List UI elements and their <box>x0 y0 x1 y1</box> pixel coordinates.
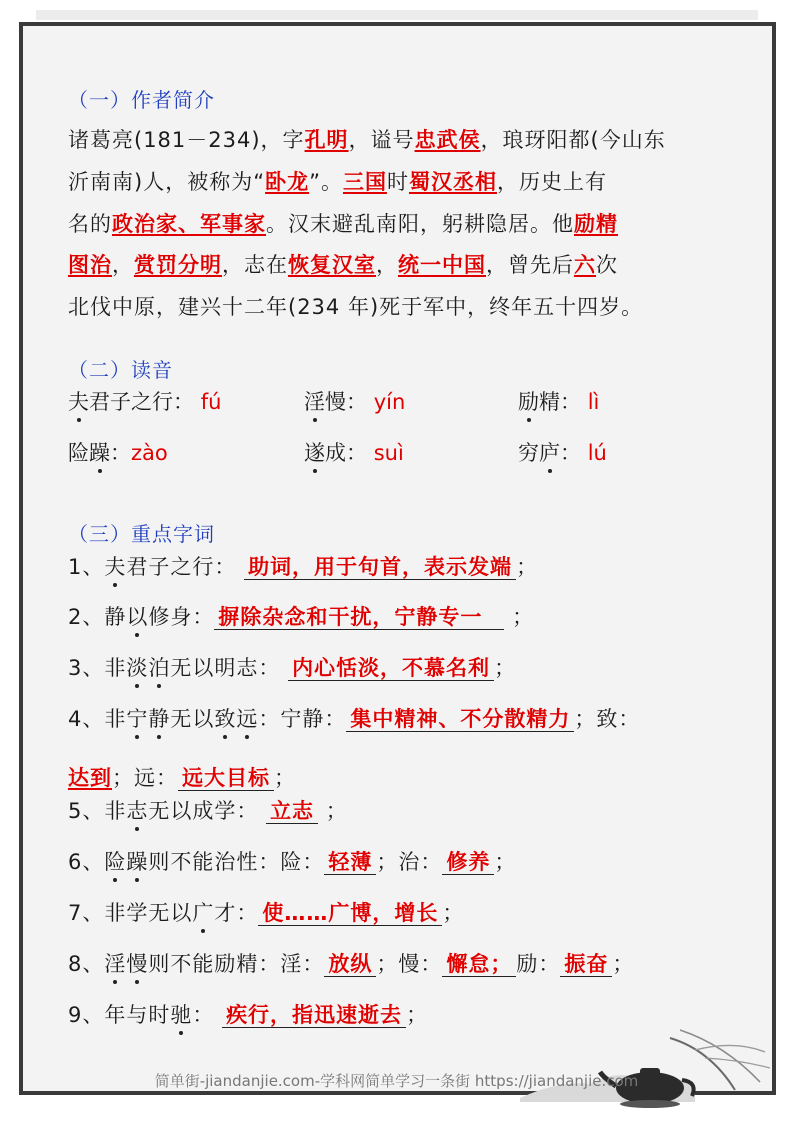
text: ： <box>560 441 581 465</box>
answer: 三国 <box>342 170 387 194</box>
text: ： <box>192 1003 215 1027</box>
section-heading-author: （一）作者简介 <box>68 88 215 112</box>
answer: 修养 <box>442 850 494 875</box>
text: ； <box>442 901 465 925</box>
answer: 卧龙 <box>265 170 310 194</box>
text: 6、 <box>68 850 105 874</box>
text: 时 <box>386 170 409 194</box>
text: ，曾先后 <box>486 253 574 277</box>
text: 2、静 <box>68 605 127 629</box>
text: 穷 <box>518 441 539 465</box>
dotted-char: 泊 <box>148 652 170 682</box>
text: 沂南南)人，被称为“ <box>68 170 266 194</box>
answer: 六 <box>574 253 596 277</box>
dotted-char: 慢 <box>126 948 148 978</box>
text: ，琅玡阳都(今山东 <box>480 128 666 152</box>
bio-line-5: 北伐中原，建兴十二年(234 年)死于军中，终年五十四岁。 <box>68 295 644 319</box>
text: 诸葛亮(181－234)，字 <box>68 128 305 152</box>
text: ”。 <box>309 170 343 194</box>
top-strip <box>36 10 758 20</box>
pron-item <box>304 437 404 467</box>
dotted-char: 夫 <box>104 551 126 581</box>
text: 才： <box>214 901 259 925</box>
answer: 摒除杂念和干扰，宁静专一 <box>214 605 504 630</box>
text: ，志在 <box>222 253 288 277</box>
pinyin: zào <box>131 441 168 465</box>
text: 8、 <box>68 952 105 976</box>
text: 无以 <box>170 707 215 731</box>
text: 9、年与时 <box>68 1003 171 1027</box>
footer-watermark: 简单街-jiandanjie.com-学科网简单学习一条街 https://jiandanjie.com <box>154 1072 639 1090</box>
text: 成： <box>325 441 367 465</box>
text: ， <box>112 253 134 277</box>
answer: 远大目标 <box>178 766 274 791</box>
keyword-item-7 <box>68 897 464 927</box>
answer: 放纵 <box>324 952 376 977</box>
pinyin: suì <box>373 441 404 465</box>
keyword-item-6 <box>68 846 516 876</box>
pinyin: yín <box>373 390 406 414</box>
text: 3、非 <box>68 656 127 680</box>
dotted-char: 励 <box>518 386 539 416</box>
bio-line-3 <box>68 208 618 238</box>
text: ； <box>274 766 296 790</box>
answer: 集中精神、不分散精力 <box>346 707 574 732</box>
keyword-item-2 <box>68 601 534 631</box>
answer: 忠武侯 <box>414 128 481 152</box>
dotted-char: 躁 <box>89 437 110 467</box>
answer: 疾行，指迅速逝去 <box>222 1003 406 1028</box>
text: ，历史上有 <box>496 170 607 194</box>
pinyin: lú <box>587 441 607 465</box>
text: 名的 <box>68 212 112 236</box>
text: 7、非学无以 <box>68 901 193 925</box>
dotted-char: 以 <box>126 601 148 631</box>
answer: 达到 <box>68 766 112 790</box>
keyword-item-5 <box>68 795 348 825</box>
text: ； <box>512 605 535 629</box>
dotted-char: 驰 <box>170 999 192 1029</box>
pron-item <box>518 386 599 416</box>
keyword-item-4 <box>68 703 640 733</box>
answer: 蜀汉丞相 <box>408 170 497 194</box>
answer: 励精 <box>574 212 618 236</box>
dotted-char: 遂 <box>304 437 325 467</box>
answer: 助词，用于句首，表示发端 <box>244 555 516 580</box>
answer: 孔明 <box>304 128 349 152</box>
text: 慢： <box>325 390 367 414</box>
answer: 轻薄 <box>324 850 376 875</box>
text: ： <box>110 441 131 465</box>
answer: 立志 <box>266 799 318 824</box>
text: 精： <box>539 390 581 414</box>
text: 则不能励精：淫： <box>148 952 325 976</box>
dotted-char: 宁 <box>126 703 148 733</box>
answer: 赏罚分明 <box>134 253 222 277</box>
dotted-char: 志 <box>126 795 148 825</box>
answer: 懈怠； <box>442 952 516 977</box>
bio-line-4 <box>68 249 618 279</box>
pron-item <box>68 437 168 467</box>
text: 无以明志： <box>170 656 281 680</box>
keyword-item-4-cont <box>68 762 296 792</box>
text: ；致： <box>574 707 641 731</box>
text: 1、 <box>68 555 105 579</box>
answer: 使……广博，增长 <box>258 901 442 926</box>
section-heading-keywords: （三）重点字词 <box>68 522 215 546</box>
text: ；治： <box>376 850 443 874</box>
dotted-char: 广 <box>192 897 214 927</box>
pinyin: lì <box>587 390 600 414</box>
answer: 图治 <box>68 253 112 277</box>
dotted-char: 庐 <box>539 437 560 467</box>
text: ；慢： <box>376 952 443 976</box>
keyword-item-1 <box>68 551 538 581</box>
answer: 政治家、军事家 <box>112 212 266 236</box>
answer: 恢复汉室 <box>288 253 376 277</box>
text: 4、非 <box>68 707 127 731</box>
dotted-char: 淡 <box>126 652 148 682</box>
text: ；远： <box>112 766 178 790</box>
keyword-item-9 <box>68 999 428 1029</box>
pron-item <box>518 437 607 467</box>
dotted-char: 淫 <box>304 386 325 416</box>
pinyin: fú <box>200 390 222 414</box>
dotted-char: 静 <box>148 703 170 733</box>
dotted-char: 远 <box>236 703 258 733</box>
text: 。汉末避乱南阳，躬耕隐居。他 <box>266 212 574 236</box>
text: 君子之行： <box>89 390 194 414</box>
dotted-char: 夫 <box>68 386 89 416</box>
teapot-ink-decoration <box>520 1020 770 1110</box>
text: 君子之行： <box>126 555 237 579</box>
keyword-item-8 <box>68 948 634 978</box>
text: ； <box>406 1003 429 1027</box>
text: ； <box>516 555 539 579</box>
pron-item <box>304 386 405 416</box>
dotted-char: 险 <box>104 846 126 876</box>
section-heading-pronunciation: （二）读音 <box>68 358 173 382</box>
text: 险 <box>68 441 89 465</box>
text: ； <box>325 799 348 823</box>
keyword-item-3 <box>68 652 516 682</box>
answer: 内心恬淡，不慕名利 <box>288 656 494 681</box>
answer: 振奋 <box>560 952 612 977</box>
bio-line-2 <box>68 166 607 196</box>
text: ； <box>494 850 517 874</box>
text: 励： <box>516 952 561 976</box>
text: ：宁静： <box>258 707 347 731</box>
dotted-char: 致 <box>214 703 236 733</box>
text: ， <box>376 253 398 277</box>
text: 修身： <box>148 605 215 629</box>
answer: 统一中国 <box>398 253 486 277</box>
text: 次 <box>596 253 618 277</box>
text: ，谥号 <box>348 128 415 152</box>
dotted-char: 淫 <box>104 948 126 978</box>
text: 5、非 <box>68 799 127 823</box>
pron-item <box>68 386 221 416</box>
text: 无以成学： <box>148 799 259 823</box>
text: ； <box>612 952 635 976</box>
bio-line-1 <box>68 124 666 154</box>
dotted-char: 躁 <box>126 846 148 876</box>
text: ； <box>494 656 517 680</box>
text: 则不能治性：险： <box>148 850 325 874</box>
